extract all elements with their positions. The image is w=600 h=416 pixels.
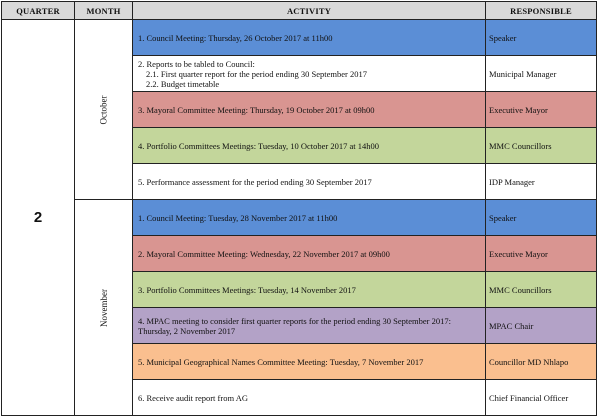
activity-cell: 2. Mayoral Committee Meeting: Wednesday, 22 November 2017 at 09h00 — [133, 236, 486, 272]
activity-cell: 1. Council Meeting: Thursday, 26 October 2017 at 11h00 — [133, 20, 486, 56]
month-cell-october — [75, 20, 133, 200]
responsible-cell: MPAC Chair — [486, 308, 597, 344]
activity-cell: 1. Council Meeting: Tuesday, 28 November 2017 at 11h00 — [133, 200, 486, 236]
responsible-cell: Speaker — [486, 20, 597, 56]
month-label-october: October — [98, 95, 109, 124]
responsible-cell: Speaker — [486, 200, 597, 236]
activity-text: 2. Reports to be tabled to Council: — [138, 58, 255, 69]
header-month: MONTH — [75, 2, 133, 20]
header-quarter: QUARTER — [2, 2, 75, 20]
activity-cell: 5. Municipal Geographical Names Committee Meeting: Tuesday, 7 November 2017 — [133, 344, 486, 380]
responsible-cell: IDP Manager — [486, 164, 597, 200]
header-responsible: RESPONSIBLE — [486, 2, 597, 20]
schedule-table — [1, 1, 597, 416]
activity-cell: 4. Portfolio Committees Meetings: Tuesday, 10 October 2017 at 14h00 — [133, 128, 486, 164]
responsible-cell: Executive Mayor — [486, 236, 597, 272]
month-cell-november — [75, 200, 133, 416]
activity-cell: 3. Mayoral Committee Meeting: Thursday, 19 October 2017 at 09h00 — [133, 92, 486, 128]
activity-cell: 3. Portfolio Committees Meetings: Tuesday, 14 November 2017 — [133, 272, 486, 308]
quarter-cell: 2 — [2, 20, 75, 416]
activity-cell: 6. Receive audit report from AG — [133, 380, 486, 416]
responsible-cell: Councillor MD Nhlapo — [486, 344, 597, 380]
responsible-cell: Municipal Manager — [486, 56, 597, 92]
header-activity: ACTIVITY — [133, 2, 486, 20]
table-row — [2, 200, 597, 236]
activity-cell: 5. Performance assessment for the period ending 30 September 2017 — [133, 164, 486, 200]
month-label-november: November — [98, 288, 109, 327]
responsible-cell: Executive Mayor — [486, 92, 597, 128]
responsible-cell: MMC Councillors — [486, 128, 597, 164]
responsible-cell: Chief Financial Officer — [486, 380, 597, 416]
activity-cell — [133, 56, 486, 92]
activity-cell: 4. MPAC meeting to consider first quarter reports for the period ending 30 September 2017: Thursday, 2 November 2017 — [133, 308, 486, 344]
table-row — [2, 20, 597, 56]
header-row — [2, 2, 597, 20]
activity-subitem: 2.2. Budget timetable — [146, 78, 220, 89]
responsible-cell: MMC Councillors — [486, 272, 597, 308]
activity-subitem: 2.1. First quarter report for the period ending 30 September 2017 — [146, 68, 367, 79]
